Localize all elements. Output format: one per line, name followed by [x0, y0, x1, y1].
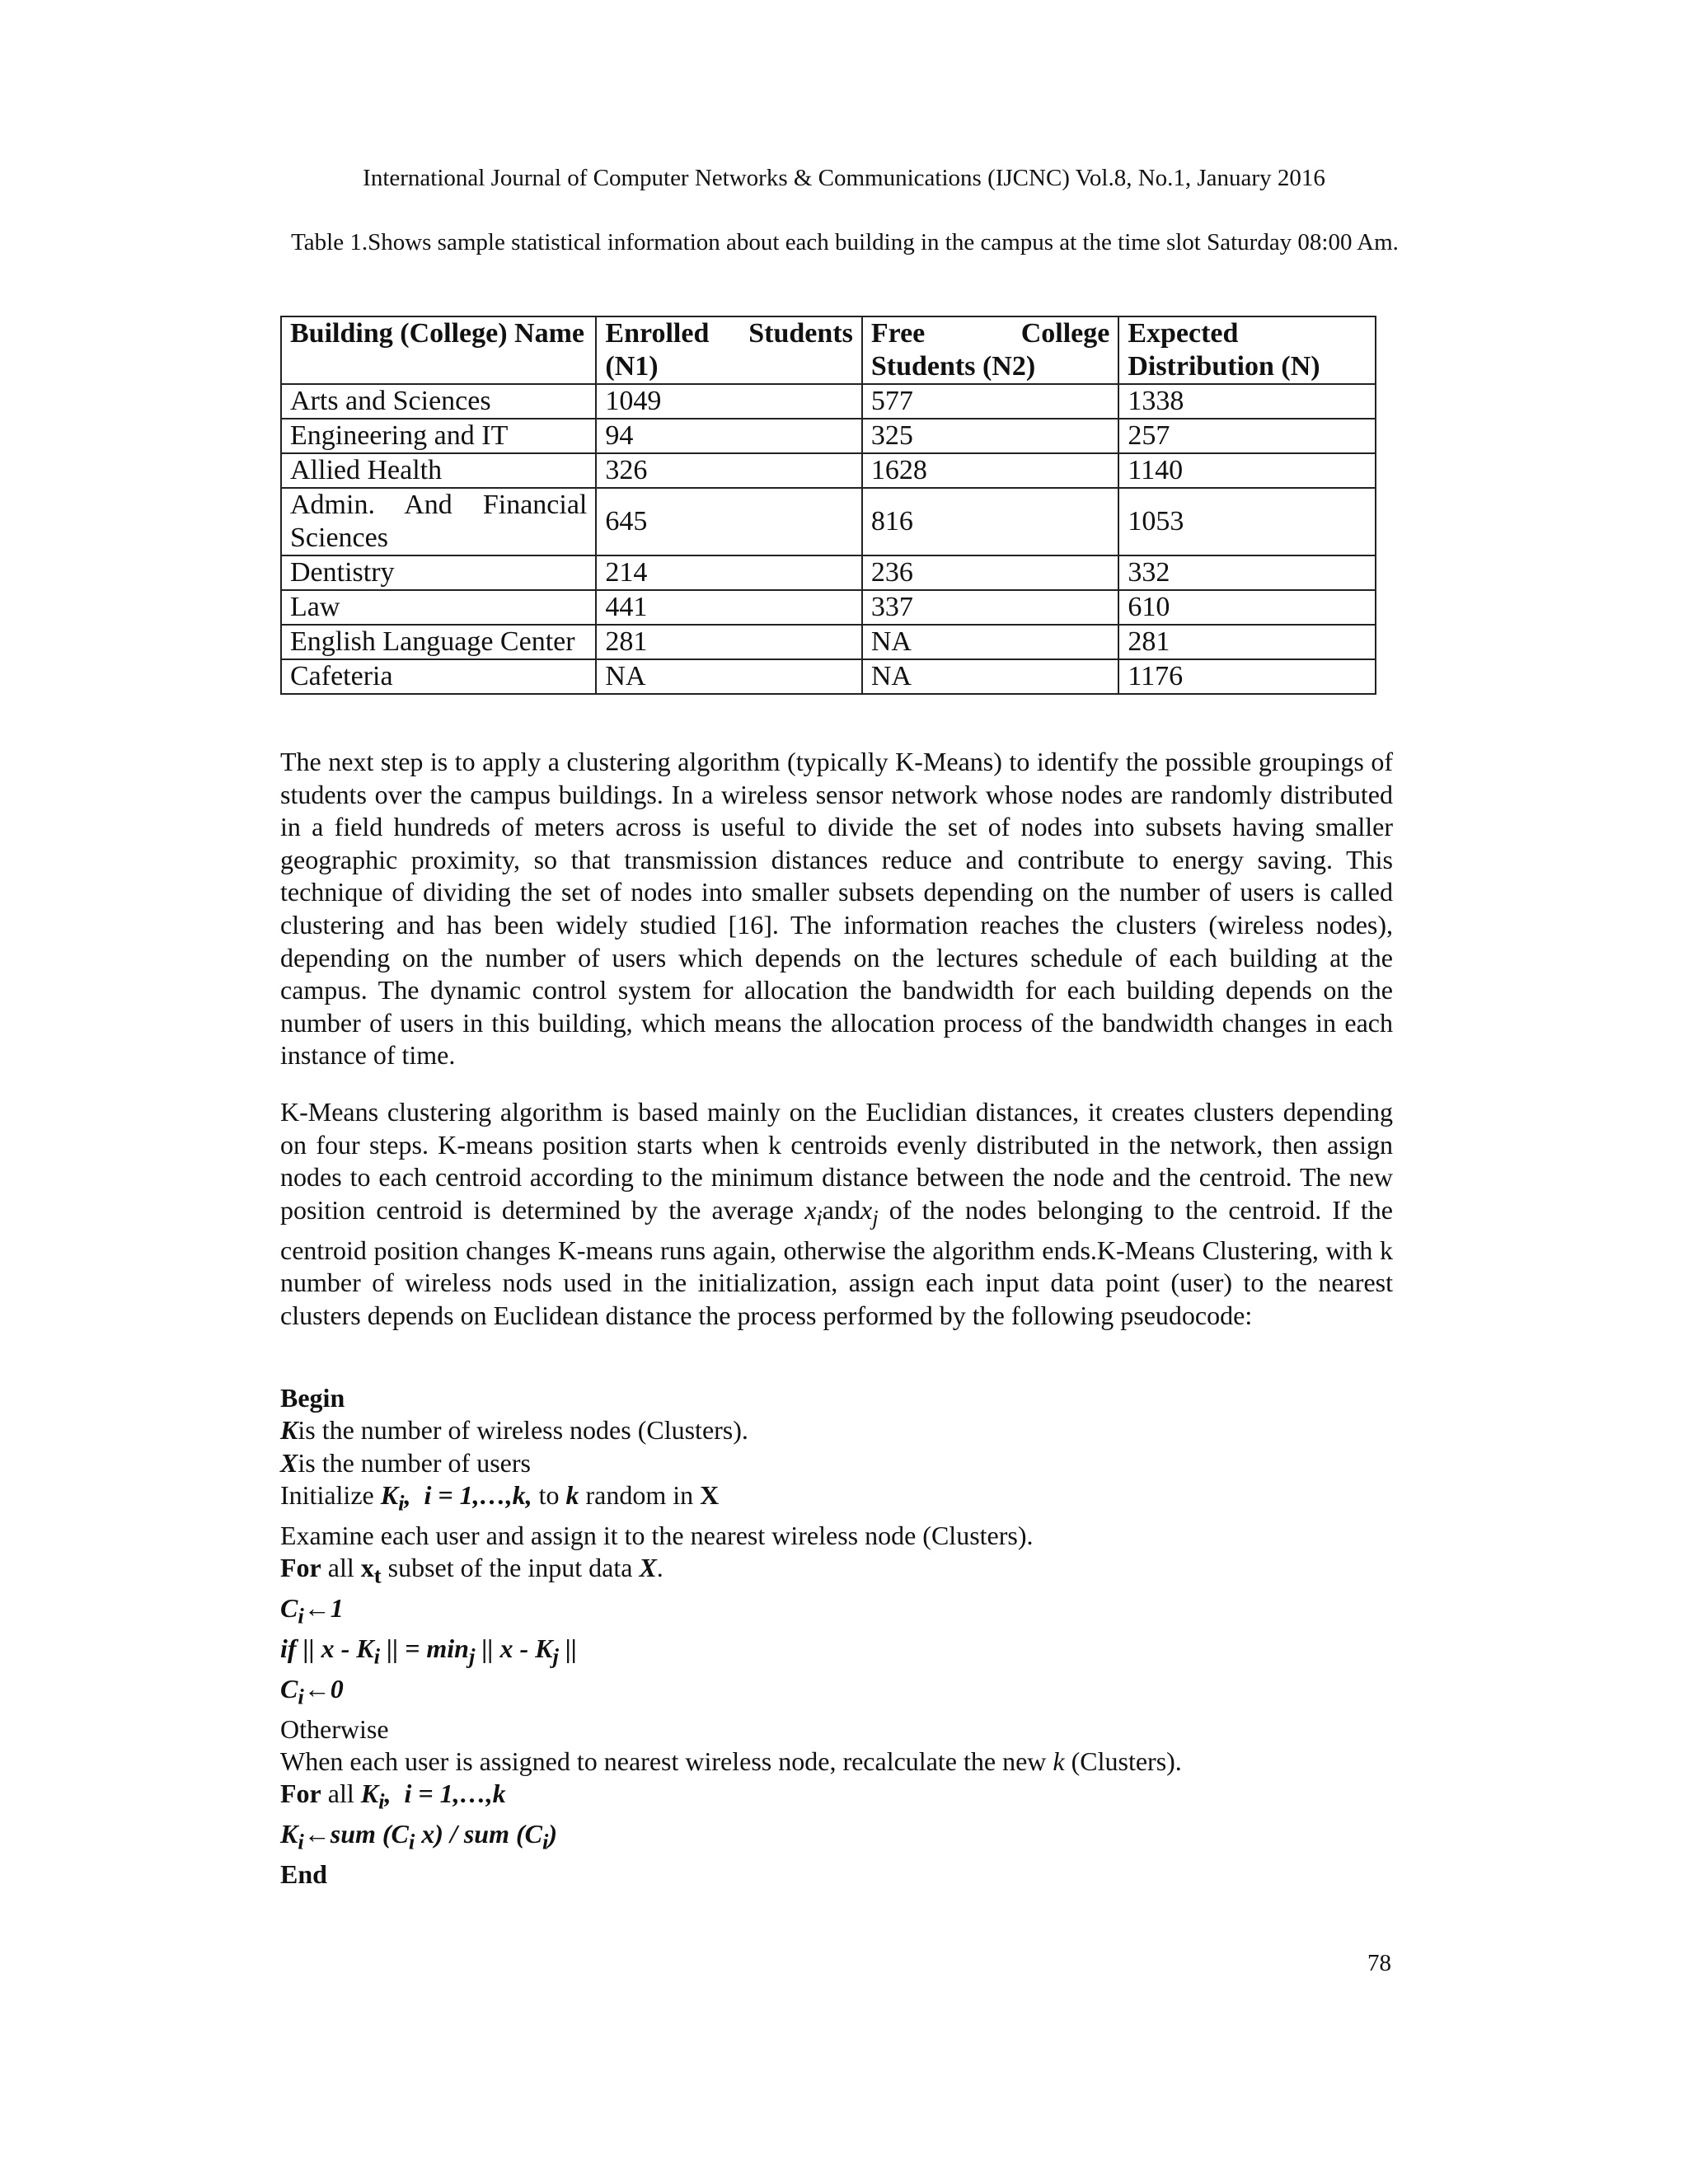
free-students-cell: 816	[862, 488, 1118, 555]
subscript: i	[542, 1829, 549, 1854]
column-header: Enrolled Students (N1)	[596, 316, 861, 384]
kmeans-pseudocode	[280, 1382, 1393, 1891]
line-text: (Clusters).	[1064, 1746, 1182, 1777]
symbol: ,	[404, 1480, 411, 1511]
var-x: x	[860, 1194, 873, 1225]
enrolled-cell: 94	[596, 419, 861, 453]
expression: x) / sum (C	[415, 1819, 542, 1849]
subscript: t	[373, 1563, 382, 1588]
symbol: K	[280, 1819, 298, 1849]
line-text: Initialize	[280, 1480, 381, 1511]
symbol: X	[280, 1447, 298, 1478]
left-arrow-icon: ←	[303, 1819, 331, 1849]
symbol: X	[639, 1553, 657, 1583]
line-text: all	[321, 1553, 361, 1583]
line-text: subset of the input data	[381, 1553, 640, 1583]
free-students-cell: 1628	[862, 453, 1118, 488]
page-number: 78	[1367, 1950, 1391, 1976]
table-row	[281, 488, 1376, 555]
table-row	[281, 453, 1376, 488]
expected-cell: 332	[1118, 555, 1376, 590]
building-name-cell: English Language Center	[281, 625, 596, 659]
column-header: Free College Students (N2)	[862, 316, 1118, 384]
subscript: i	[378, 1788, 385, 1814]
subscript: i	[398, 1490, 405, 1516]
subscript: i	[298, 1603, 304, 1629]
free-students-cell: 577	[862, 384, 1118, 419]
expected-cell: 1140	[1118, 453, 1376, 488]
building-statistics-table	[280, 316, 1376, 695]
expression: ||	[558, 1633, 577, 1664]
expression: )	[548, 1819, 558, 1849]
pseudocode-line	[280, 1673, 1393, 1713]
expression: || x - K	[296, 1633, 374, 1664]
kmeans-paragraph	[280, 1096, 1393, 1333]
pseudocode-line	[280, 1858, 1393, 1891]
building-name-cell: Cafeteria	[281, 659, 596, 694]
subscript: i	[408, 1829, 415, 1854]
free-students-cell: NA	[862, 625, 1118, 659]
enrolled-cell: 214	[596, 555, 861, 590]
subscript: j	[872, 1205, 879, 1230]
subscript: i	[373, 1643, 381, 1669]
expected-cell: 281	[1118, 625, 1376, 659]
symbol: k	[565, 1480, 579, 1511]
expression: || = min	[380, 1633, 469, 1664]
symbol: i = 1,…,k,	[424, 1480, 532, 1511]
free-students-cell: 325	[862, 419, 1118, 453]
pseudocode-line	[280, 1592, 1393, 1633]
table-row	[281, 384, 1376, 419]
expected-cell: 610	[1118, 590, 1376, 625]
symbol: K	[380, 1480, 399, 1511]
pseudocode-line	[280, 1746, 1393, 1778]
pseudocode-line	[280, 1382, 1393, 1414]
and-word: and	[822, 1194, 860, 1225]
pseudocode-line	[280, 1552, 1393, 1592]
if-keyword: if	[280, 1633, 297, 1664]
enrolled-cell: 645	[596, 488, 861, 555]
symbol: K	[360, 1779, 379, 1809]
symbol: 1	[330, 1593, 344, 1624]
pseudocode-line	[280, 1818, 1393, 1858]
building-name-cell: Arts and Sciences	[281, 384, 596, 419]
left-arrow-icon: ←	[303, 1593, 331, 1624]
symbol: 0	[330, 1673, 344, 1704]
symbol: k	[1053, 1746, 1065, 1777]
for-keyword: For	[280, 1779, 321, 1809]
symbol: x	[360, 1553, 374, 1583]
subscript: j	[468, 1643, 476, 1669]
line-text: all	[321, 1779, 361, 1809]
expected-cell: 257	[1118, 419, 1376, 453]
enrolled-cell: 326	[596, 453, 861, 488]
kmeans-text-start: K-Means clustering algorithm is based mainly on the Euclidian distances, it creates clusters depending on four steps. K-means position starts when k centroids evenly distributed in the network, then assign nodes to each centroid according to the minimum distance between the node and the centroid. The new position centroid is determined by the average	[280, 1097, 1393, 1225]
table-row	[281, 659, 1376, 694]
column-header: Expected Distribution (N)	[1118, 316, 1376, 384]
journal-header: International Journal of Computer Networks & Communications (IJCNC) Vol.8, No.1, January 2016	[363, 165, 1325, 191]
table-row	[281, 590, 1376, 625]
free-students-cell: NA	[862, 659, 1118, 694]
building-name-cell: Admin. And Financial Sciences	[281, 488, 596, 555]
begin-keyword: Begin	[280, 1383, 345, 1413]
enrolled-cell: 441	[596, 590, 861, 625]
pseudocode-line	[280, 1447, 1393, 1479]
expected-cell: 1053	[1118, 488, 1376, 555]
pseudocode-line	[280, 1778, 1393, 1818]
left-arrow-icon: ←	[303, 1673, 331, 1704]
symbol: X	[700, 1480, 720, 1511]
line-text: to	[532, 1480, 566, 1511]
symbol: C	[280, 1673, 298, 1704]
line-text: random in	[579, 1480, 701, 1511]
symbol: K	[280, 1415, 298, 1446]
expected-cell: 1176	[1118, 659, 1376, 694]
line-text: is the number of users	[298, 1447, 531, 1478]
table-header-row	[281, 316, 1376, 384]
pseudocode-line	[280, 1414, 1393, 1446]
kmeans-text-end: of the nodes belonging to the centroid. If the centroid position changes K-means runs again, otherwise the algorithm ends.K-Means Clustering, with k number of wireless nods used in the initialization, assign each input data point (user) to the nearest clusters depends on Euclidean distance the process performed by the following pseudocode:	[280, 1194, 1394, 1330]
enrolled-cell: NA	[596, 659, 861, 694]
symbol: i = 1,…,k	[404, 1779, 506, 1809]
table-row	[281, 625, 1376, 659]
subscript: i	[298, 1684, 304, 1709]
subscript: i	[816, 1205, 823, 1230]
var-x: x	[804, 1194, 817, 1225]
table-caption: Table 1.Shows sample statistical information about each building in the campus at the time slot Saturday 08:00 Am.	[291, 229, 1399, 255]
line-text: When each user is assigned to nearest wireless node, recalculate the new	[280, 1746, 1053, 1777]
subscript: j	[552, 1643, 559, 1669]
building-name-cell: Engineering and IT	[281, 419, 596, 453]
building-name-cell: Allied Health	[281, 453, 596, 488]
expected-cell: 1338	[1118, 384, 1376, 419]
expression: sum (C	[330, 1819, 409, 1849]
pseudocode-line: Otherwise	[280, 1713, 389, 1744]
pseudocode-line: Examine each user and assign it to the nearest wireless node (Clusters).	[280, 1521, 1034, 1551]
free-students-cell: 337	[862, 590, 1118, 625]
free-students-cell: 236	[862, 555, 1118, 590]
column-header: Building (College) Name	[281, 316, 596, 384]
symbol: C	[280, 1593, 298, 1624]
enrolled-cell: 1049	[596, 384, 861, 419]
for-keyword: For	[280, 1553, 321, 1583]
building-name-cell: Law	[281, 590, 596, 625]
building-name-cell: Dentistry	[281, 555, 596, 590]
expression: || x - K	[475, 1633, 553, 1664]
subscript: i	[298, 1829, 304, 1854]
clustering-intro-paragraph: The next step is to apply a clustering algorithm (typically K-Means) to identify the possible groupings of students over the campus buildings. In a wireless sensor network whose nodes are randomly distributed in a field hundreds of meters across is useful to divide the set of nodes into subsets having smaller geographic proximity, so that transmission distances reduce and contribute to energy saving. This technique of dividing the set of nodes into smaller subsets depending on the number of users is called clustering and has been widely studied [16]. The information reaches the clusters (wireless nodes), depending on the number of users which depends on the lectures schedule of each building at the campus. The dynamic control system for allocation the bandwidth for each building depends on the number of users in this building, which means the allocation process of the bandwidth changes in each instance of time.	[280, 747, 1393, 1071]
symbol: ,	[384, 1779, 392, 1809]
pseudocode-line	[280, 1633, 1393, 1673]
enrolled-cell: 281	[596, 625, 861, 659]
table-row	[281, 555, 1376, 590]
line-text: is the number of wireless nodes (Clusters).	[298, 1415, 748, 1446]
end-keyword: End	[280, 1859, 327, 1890]
table-row	[281, 419, 1376, 453]
line-text: .	[656, 1553, 663, 1583]
pseudocode-line	[280, 1479, 1393, 1520]
